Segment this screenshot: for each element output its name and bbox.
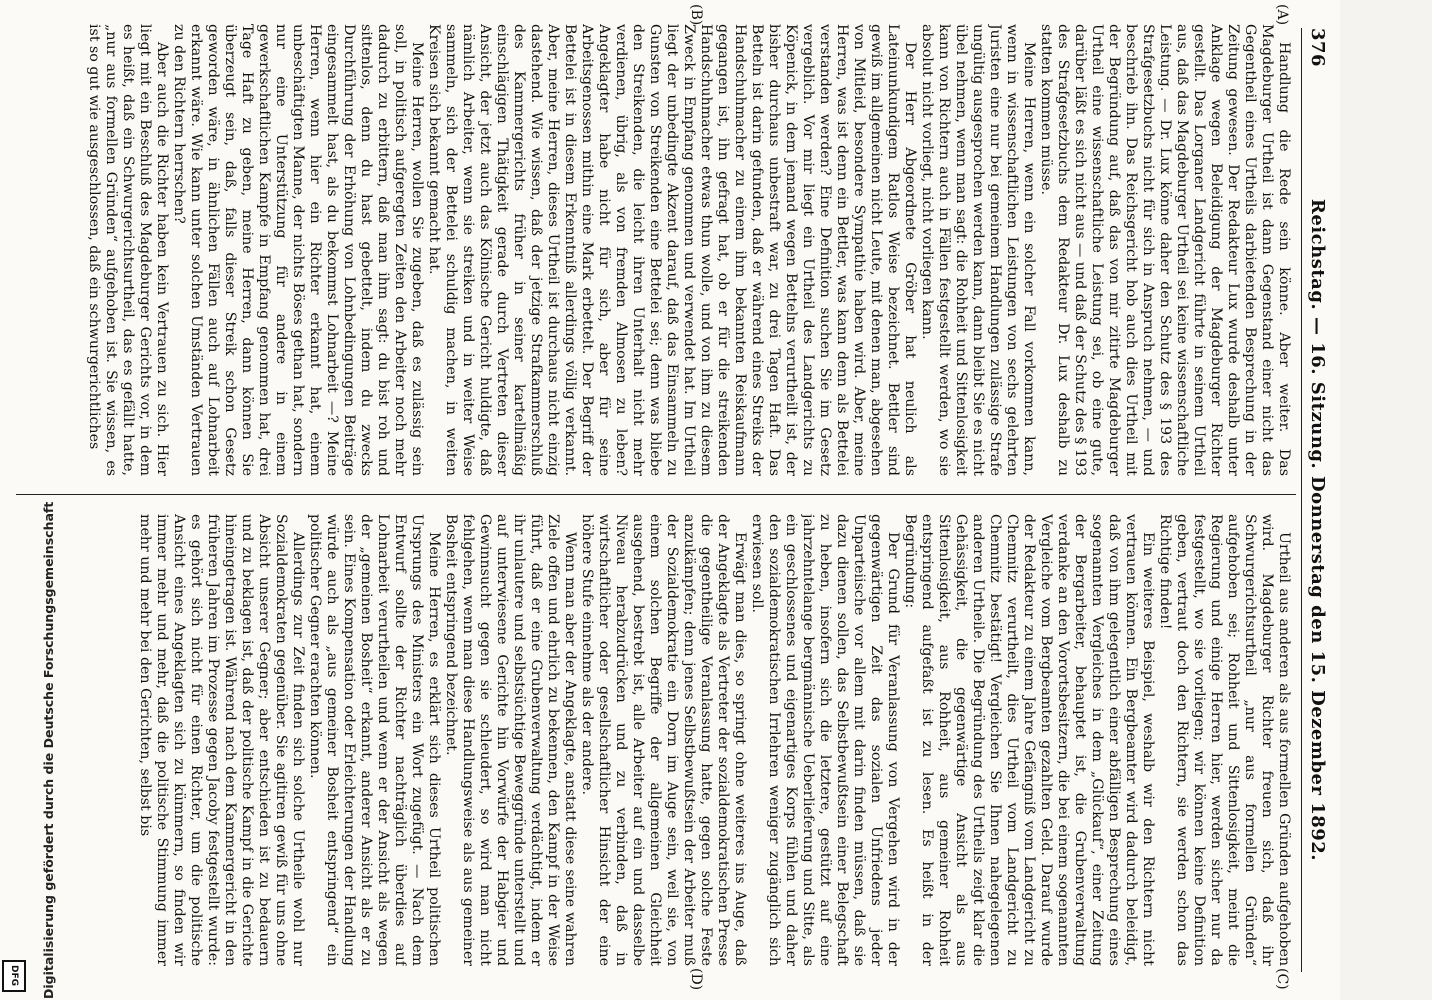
paragraph: Der Grund für Veranlassung von Vergehen wird in der gegenwärtigen Zeit das sozialen Unfriedens jeder Unparteiische vor allem mit darin finden müssen, daß sie dazu dienen sollen, das Selbstbewußtsein einer Belegschaft zu heben, insofern sich die letztere, gestützt auf eine jahrzehntelange bergmännische Ueberlieferung und Sitte, als ein geschlossenes und eigenartiges Korps fühlen und daher den sozialdemokratischen Irrlehren weniger zugänglich sich erwiesen soll. — [749, 514, 901, 966]
paragraph: Handlung die Rede sein könne. Aber weiter. Das Magdeburger Urtheil ist dann Gegenstand einer nicht das Gegentheil eines Urtheils darbietenden Besprechung in der Zeitung gewesen. Der Redakteur Lux wurde deshalb unter Anklage wegen Beleidigung der Magdeburger Richter gestellt. Das Lorganer Landgericht führte in seinem Urtheil aus, daß das Magdeburger Urtheil sei keine wissenschaftliche Leistung. — Dr. Lux könne daher den Schutz des § 193 des Strafgesetzbuchs nicht für sich in Anspruch nehmen, — und beschrieb ihn. Das Reichsgericht hob auch dies Urtheil mit der Begründung auf, daß das von mir zitirte Magdeburger Urtheil eine wissenschaftliche Leistung sei, ob eine gute, darüber läßt es sich nicht aus — und daß der Schutz des § 193 des Strafgesetzbuchs dem Redakteur Dr. Lux deshalb zu statten kommen müsse. — [1038, 24, 1292, 476]
paragraph: Der Herr Abgeordnete Gröber hat neulich als Lateinunkundigem Ratlos Weise bezeichnet. Bettler sind gewiß im allgemeinen nicht Leute, mit denen man, abgesehen von Mitleid, besondere Sympathie haben wird. Aber, meine Herren, was ist denn ein Bettler, was kann denn als Bettelei verstanden werden? Eine Definition suchen Sie im Gesetz vergeblich. Vor mir liegt ein Urtheil des Landgerichts zu Köpenick, in dem jemand wegen Bettelns verurtheilt ist, der bisher durchaus unbestraft war, zu drei Tagen Haft. Das Betteln ist darin gefunden, daß er während eines Streiks der Handschuhmacher zu einem ihm bekannten Reiskaufmann gegangen ist, ihn gefragt hat, ob er für die streikenden Handschuhmacher etwas thun wolle, und von ihm zu diesem Zweck in Empfang genommen und verwendet hat. Im Urtheil liegt der unbedingte Akzent darauf, daß das Einsammeln zu Gunsten von Streikenden eine Bettelei sei; denn was bliebe den Streikenden, die leicht ihren Unterhalt nicht mehr verdienen, übrig, als von fremden Almosen zu leben? Angeklagter habe nicht für sich, aber für seine Arbeitsgenossen mithin eine Mark erbettelt. Der Begriff der Bettelei ist in diesem Erkenntniß allerdings völlig verkannt. Aber, meine Herren, dieses Urtheil ist durchaus nicht einzig dastehend. Wie wissen, daß der jetzige Strafkammerschluß des Kammergerichts früher in seiner kartellmäßig einschlägigen Thätigkeit gerade durch Vertreten dieser Ansicht, der jetzt auch das Kölnische Gericht huldigte, daß nämlich Arbeiter, wenn sie streiken und in weiter Weise sammeln, sich der Bettelei schuldig machen, in weiten Kreisen sich bekannt gemacht hat. — [426, 24, 918, 476]
column-divider — [16, 494, 1296, 495]
digitization-note: Digitalisierung gefördert durch die Deutsche Forschungsgemeinschaft — [41, 501, 56, 999]
right-column — [22, 514, 1292, 966]
dfg-logo: DFG — [2, 960, 26, 992]
page-title: Reichstag. — 16. Sitzung. Donnerstag den 15. Dezember 1892. — [1307, 198, 1329, 862]
paragraph: Meine Herren, wollen Sie zugeben, daß es zulässig sein soll, in politisch aufgeregten Zeiten den Arbeiter noch mehr dadurch zu erbittern, daß man ihm sagt: du bist roh und sittenlos, denn du hast gebettelt, indem du zwecks Durchführung der Erhöhung von Lohnbedingungen Beiträge eingesammelt hast, als du bekommst Lohnarbeit —? Meine Herren, wenn hier ein Richter erkannt hat, einem unbeschäftigten Manne, der nichts Böses gethan hat, sondern nur eine Unterstützung für andere in einem gewerkschaftlichen Kampfe in Empfang genommen hat, drei Tage Haft zu geben, meine Herren, dann können Sie überzeugt sein, daß, falls dieser Streik schon Gesetz geworden wäre, in ähnlichen Fällen auch auf Lohnarbeit erkannt wäre. Wie kann unter solchen Umständen Vertrauen zu den Richtern herrschen? — [171, 24, 425, 476]
margin-letter-b: (B) — [688, 4, 704, 26]
paragraph: Erwägt man dies, so springt ohne weiteres ins Auge, daß der Angeklagte als Vertreter der sozialdemokratischen Presse die gegentheilige Veranlassung hatte, gegen solche Feste anzukämpfen; denn jenes Selbstbewußtsein der Arbeiter muß der Sozialdemokratie ein Dorn im Auge sein, weil sie, von einem solchen Begriffe der allgemeinen Gleichheit ausgehend, bestrebt ist, alle Arbeiter auf ein und dasselbe Niveau herabzudrücken und zu verbinden, daß in wirtschaftlicher oder gesellschaftlicher Hinsicht der eine höhere Stufe einnehme als der andere. — [579, 514, 748, 966]
paragraph: Meine Herren, wenn ein solcher Fall vorkommen kann, wenn in wissenschaftlichen Leistungen von sechs gelehrten Juristen eine nur bei gemeinem Handlungen zulässige Strafe ungültig ausgesprochen werden kann, dann bleibt Sie es nicht übel nehmen, wenn man sagt: die Rohheit und Sittenlosigkeit kann von Richtern auch in Fällen festgestellt werden, wo sie absolut nicht vorliegt, nicht vorliegen kann. — [919, 24, 1037, 476]
page-number: 376 — [1307, 28, 1329, 68]
paragraph: Aber auch die Richter haben kein Vertrauen zu sich. Hier liegt mit ein Beschluß des Magdeburger Gerichts vor, in dem es heißt, daß ein Schwurgerichtsurtheil, das es gefällt hatte, „nur aus formellen Gründen“ aufgehoben ist. Sie wissen, es ist so gut wie ausgeschlossen, daß ein schwurgerichtliches — [86, 24, 170, 476]
header-rule — [1301, 28, 1302, 972]
digitization-footer — [0, 0, 80, 1000]
paragraph: Wenn man aber der Angeklagte, anstatt diese seine wahren Ziele offen und ehrlich zu bekennen, den Kampf in der Weise führt, daß er eine Grubenverwaltung verdächtigt, indem er ihr unlautere und selbstsüchtige Beweggründe unterstellt und auf unterwiesene Gerichte hin Vorwürfe der Habgier und Gewinnsucht gegen sie schleudert, so wird man nicht fehlgehen, wenn man diese Handlungsweise als aus gemeiner Bosheit entspringend bezeichnet. — [443, 514, 578, 966]
margin-letter-c: (C) — [1274, 968, 1290, 990]
paragraph: Allerdings zur Zeit finden sich solche Urtheile wohl nur Sozialdemokraten gegenüber. Sie agitiren gewiß für uns ohne Absicht unserer Gegner; aber entschieden ist zu bedauern und zu beklagen ist, daß der politische Kampf in die Gerichte hineingetragen ist. Während nach dem Kammergericht in den früheren Jahren im Prozesse gegen Jacoby festgestellt wurde: es gehört sich nicht für einen Richter, um die politische Ansicht eines Angeklagten sich zu kümmern, so finden wir immer mehr und mehr, daß die politische Stimmung immer mehr und mehr bei den Gerichten, selbst bis — [137, 514, 306, 966]
paragraph: Meine Herren, es erklärt sich dieses Urtheil politischen Ursprungs des Ministers ein Wort zugefügt. — Nach dem Entwurf sollte der Richter nachträglich überdies auf Lohnarbeit verurtheilen und wenn er der Ansicht als wegen der „gemeinen Bosheit“ erkannt, anderer Ansicht als er zu sein. Eines Kompensation oder Erleichterungen der Handlung würde auch als „aus gemeiner Bosheit entspringend“ ein politischer Gegner erachten können. — [307, 514, 442, 966]
paragraph: Ein weiteres Beispiel, weshalb wir den Richtern nicht vertrauen können. Ein Bergbeamter wird dadurch beleidigt, daß von ihm gelegentlich einer abfälligen Besprechung eines sogenannten Vergleiches in dem „Glückauf“, einer Zeitung der Bergarbeiter, behauptet ist, die Grubenverwaltung verdanke an den Vorortsbesitzern, die bei einem sogenannten Vergleiche vom Bergbeamten gezahlten Geld. Darauf wurde der Redakteur zu einem Jahre Gefängniß vom Landgericht zu Chemnitz verurtheilt, dies Urtheil vom Landgericht zu Chemnitz bestätigt! Vergleichen Sie Ihnen nahegelegenen anderen Urtheile. Die Begründung des Urtheils zeigt klar die Gehässigkeit, die gegenwärtige Ansicht als aus Sittenlosigkeit, aus Rohheit, aus gemeiner Rohheit entspringend aufgefaßt ist zu lesen. Es heißt in der Begründung: — [902, 514, 1156, 966]
page-header — [1304, 28, 1332, 972]
margin-letter-d: (D) — [688, 968, 704, 991]
paragraph: Urtheil aus anderen als aus formellen Gründen aufgehoben wird. Magdeburger Richter freuen sich, daß ihr Schwurgerichtsurtheil „nur aus formellen Gründen“ aufgehoben sei; Rohheit und Sittenlosigkeit, meint die Regierung und einige Herren hier, werden sicher nur da festgestellt, wo sie vorliegen; wir können keine Definition geben, vertraut doch den Richtern, sie werden schon das Richtige finden! — [1157, 514, 1292, 966]
margin-letter-a: (A) — [1274, 4, 1290, 26]
left-column — [22, 24, 1292, 476]
